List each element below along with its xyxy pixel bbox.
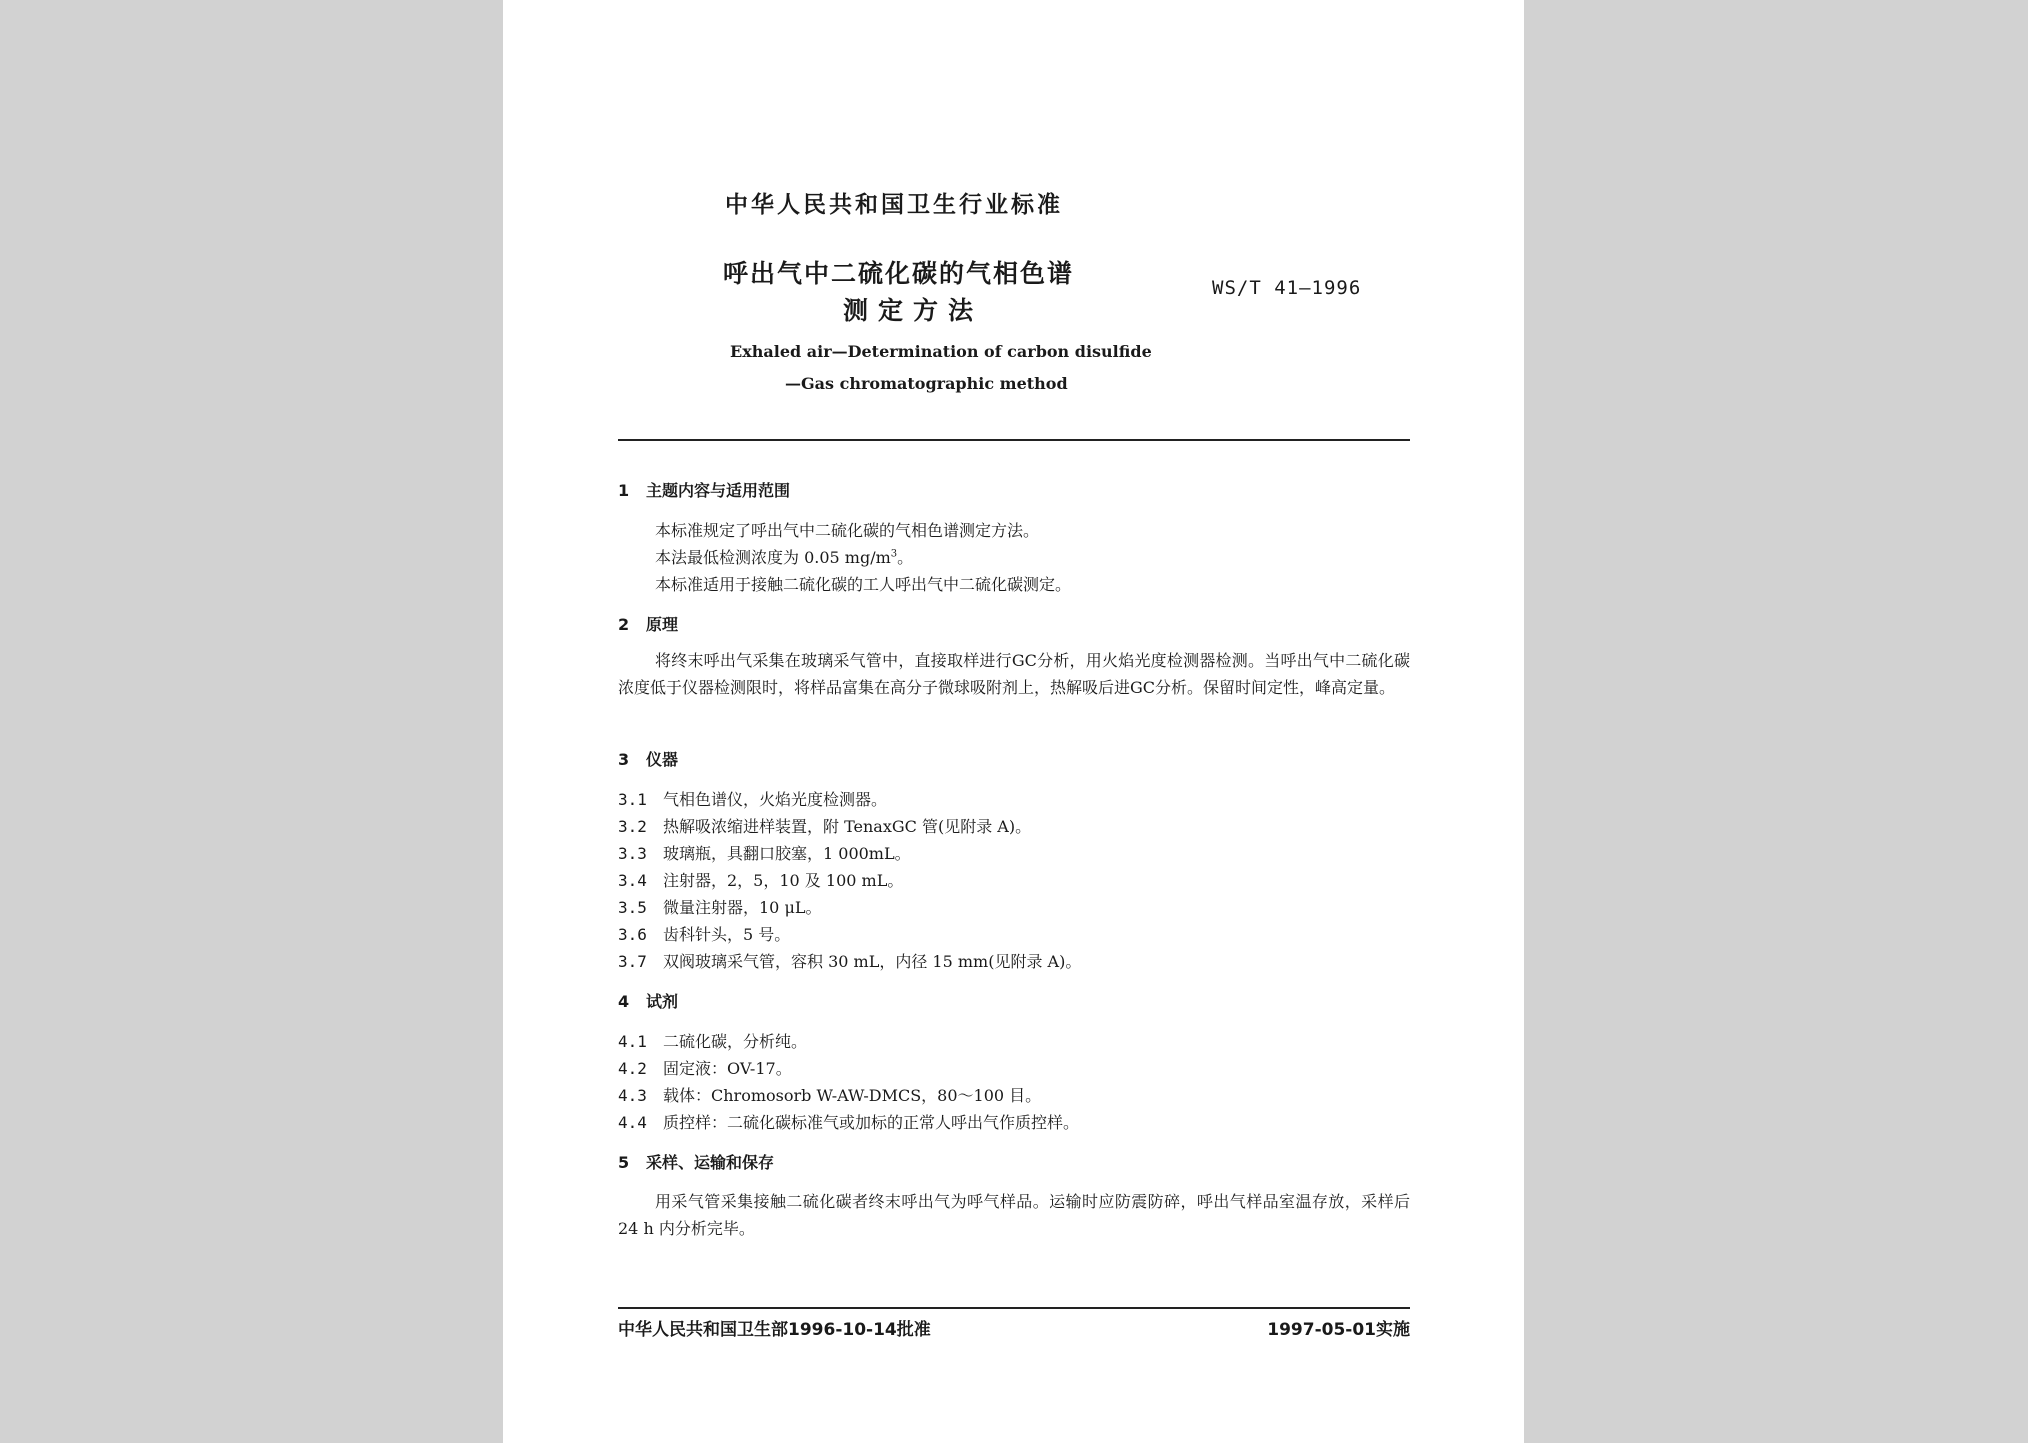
list-item bbox=[618, 841, 911, 864]
item-number: 3.6 bbox=[618, 925, 647, 944]
standard-code: WS/T 41—1996 bbox=[1212, 277, 1362, 299]
section-number: 4 bbox=[618, 992, 630, 1011]
issuing-category: 中华人民共和国卫生行业标准 bbox=[725, 192, 1063, 218]
section-3-heading bbox=[618, 747, 678, 770]
item-number: 3.5 bbox=[618, 898, 647, 917]
section-5-heading bbox=[618, 1150, 774, 1173]
header-divider bbox=[618, 439, 1410, 441]
section-number: 2 bbox=[618, 615, 630, 634]
period: 。 bbox=[897, 548, 914, 567]
title-line-1: 呼出气中二硫化碳的气相色谱 bbox=[723, 259, 1075, 288]
item-text: 齿科针头，5 号。 bbox=[663, 925, 791, 944]
item-text: 载体：Chromosorb W-AW-DMCS，80～100 目。 bbox=[663, 1086, 1042, 1105]
section-1-para-2 bbox=[655, 545, 913, 568]
section-number: 3 bbox=[618, 750, 630, 769]
section-4-heading bbox=[618, 989, 678, 1012]
section-title: 试剂 bbox=[646, 992, 679, 1011]
item-text: 玻璃瓶，具翻口胶塞，1 000mL。 bbox=[663, 844, 911, 863]
item-number: 4.3 bbox=[618, 1086, 647, 1105]
item-text: 双阀玻璃采气管，容积 30 mL，内径 15 mm(见附录 A)。 bbox=[663, 952, 1082, 971]
list-item bbox=[618, 814, 1031, 837]
item-text: 固定液：OV-17。 bbox=[663, 1059, 792, 1078]
item-number: 4.2 bbox=[618, 1059, 647, 1078]
item-text: 热解吸浓缩进样装置，附 TenaxGC 管(见附录 A)。 bbox=[663, 817, 1032, 836]
section-number: 1 bbox=[618, 481, 630, 500]
item-text: 注射器，2，5，10 及 100 mL。 bbox=[663, 871, 904, 890]
section-number: 5 bbox=[618, 1153, 630, 1172]
list-item bbox=[618, 787, 887, 810]
section-1-para-3: 本标准适用于接触二硫化碳的工人呼出气中二硫化碳测定。 bbox=[655, 575, 1072, 594]
item-number: 3.7 bbox=[618, 952, 647, 971]
list-item bbox=[618, 1083, 1041, 1106]
list-item bbox=[618, 868, 903, 891]
section-title: 采样、运输和保存 bbox=[646, 1153, 775, 1172]
item-number: 4.1 bbox=[618, 1032, 647, 1051]
item-number: 3.1 bbox=[618, 790, 647, 809]
title-line-2: 测定方法 bbox=[843, 296, 984, 325]
section-1-para-1: 本标准规定了呼出气中二硫化碳的气相色谱测定方法。 bbox=[655, 521, 1040, 540]
section-title: 仪器 bbox=[646, 750, 679, 769]
footer-divider bbox=[618, 1307, 1410, 1309]
approval-line: 中华人民共和国卫生部1996-10-14批准 bbox=[618, 1320, 931, 1340]
section-title: 主题内容与适用范围 bbox=[646, 481, 791, 500]
item-number: 3.4 bbox=[618, 871, 647, 890]
list-item bbox=[618, 895, 821, 918]
item-number: 3.3 bbox=[618, 844, 647, 863]
list-item bbox=[618, 1029, 807, 1052]
item-text: 质控样：二硫化碳标准气或加标的正常人呼出气作质控样。 bbox=[663, 1113, 1080, 1132]
superscript-3: 3 bbox=[890, 548, 898, 560]
item-number: 3.2 bbox=[618, 817, 647, 836]
section-5-text: 用采气管采集接触二硫化碳者终末呼出气为呼气样品。运输时应防震防碎，呼出气样品室温存放，采样后 24 h 内分析完毕。 bbox=[618, 1192, 1410, 1238]
item-text: 微量注射器，10 μL。 bbox=[663, 898, 822, 917]
item-text: 气相色谱仪，火焰光度检测器。 bbox=[663, 790, 888, 809]
implementation-date: 1997-05-01实施 bbox=[1267, 1320, 1410, 1340]
document-page bbox=[503, 0, 1524, 1443]
item-number: 4.4 bbox=[618, 1113, 647, 1132]
item-text: 二硫化碳，分析纯。 bbox=[663, 1032, 808, 1051]
section-2-text: 将终末呼出气采集在玻璃采气管中，直接取样进行GC分析，用火焰光度检测器检测。当呼出气中二硫化碳浓度低于仪器检测限时，将样品富集在高分子微球吸附剂上，热解吸后进GC分析。保留时间定性，峰高定量。 bbox=[618, 651, 1410, 697]
list-item bbox=[618, 949, 1081, 972]
list-item bbox=[618, 1056, 792, 1079]
section-title: 原理 bbox=[646, 615, 679, 634]
list-item bbox=[618, 922, 790, 945]
section-1-heading bbox=[618, 478, 790, 501]
section-2-heading bbox=[618, 612, 678, 635]
detection-limit-text: 本法最低检测浓度为 0.05 mg/m bbox=[655, 548, 891, 567]
english-title-line-2: —Gas chromatographic method bbox=[785, 374, 1068, 393]
list-item bbox=[618, 1110, 1079, 1133]
english-title-line-1: Exhaled air—Determination of carbon disulfide bbox=[730, 342, 1152, 361]
